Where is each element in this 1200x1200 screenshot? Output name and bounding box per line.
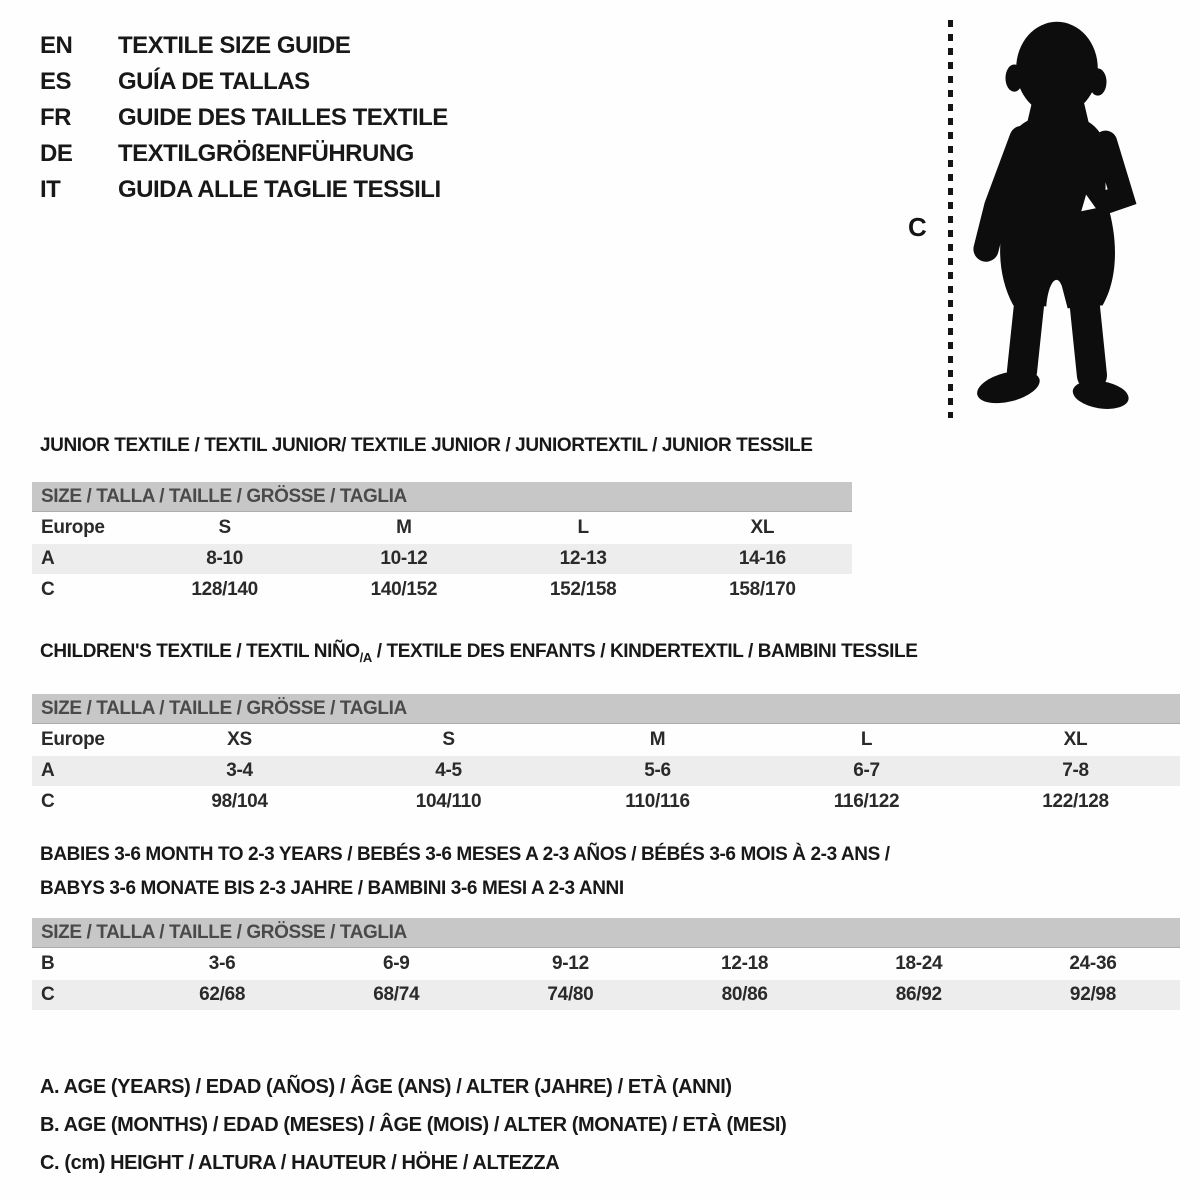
language-row [40,100,448,136]
table-cell: 8-10 [206,548,244,569]
row-label: C [41,579,55,600]
height-measure-dashed-line [948,20,953,418]
table-cell: XS [227,728,252,750]
table-cell: 68/74 [373,984,420,1005]
language-title: GUÍA DE TALLAS [118,68,310,95]
table-cell: M [649,728,666,750]
footnote-a: A. AGE (YEARS) / EDAD (AÑOS) / ÂGE (ANS) / ALTER (JAHRE) / ETÀ (ANNI) [40,1076,732,1098]
language-title: TEXTILE SIZE GUIDE [118,32,351,59]
table-cell: 152/158 [549,579,617,600]
section-junior-textile [32,434,852,605]
table-cell: 6-7 [853,759,880,781]
row-label: C [41,984,55,1005]
table-cell: 62/68 [199,984,246,1005]
language-row [40,64,448,100]
language-code: ES [40,68,72,95]
section-babies-textile [32,844,1180,1010]
table-row-height [32,980,1180,1010]
table-cell: 4-5 [435,759,462,781]
row-label: Europe [41,517,105,538]
table-cell: 140/152 [370,579,438,600]
table-row-age-months [32,949,1180,979]
table-cell: 128/140 [191,579,258,600]
language-row [40,28,448,64]
table-cell: 24-36 [1069,953,1117,974]
nino-a-subscript: /A [359,649,372,665]
language-row [40,136,448,172]
table-cell: XL [750,517,775,538]
table-cell: S [442,728,455,750]
table-cell: 92/98 [1069,984,1116,1005]
table-row-age [32,756,1180,786]
language-code: FR [40,104,71,131]
table-row-europe [32,513,852,543]
table-cell: 10-12 [380,548,428,569]
language-title: GUIDE DES TAILLES TEXTILE [118,104,448,131]
table-cell: 80/86 [721,984,768,1005]
row-label: A [41,759,55,781]
table-cell: 9-12 [552,953,589,974]
language-row [40,172,448,208]
table-cell: S [218,517,231,538]
table-cell: 104/110 [415,790,482,812]
section-title: JUNIOR TEXTILE / TEXTIL JUNIOR/ TEXTILE JUNIOR / JUNIORTEXTIL / JUNIOR TESSILE [40,435,813,456]
row-label: C [41,790,55,812]
row-label: A [41,548,55,569]
table-cell: 86/92 [895,984,942,1005]
table-cell: 158/170 [729,579,796,600]
row-label: B [41,953,55,974]
table-cell: 6-9 [382,953,410,974]
section-childrens-textile [32,640,1180,817]
table-cell: M [396,517,412,538]
table-row-height [32,787,1180,817]
table-cell: 12-13 [559,548,607,569]
language-title: TEXTILGRÖßENFÜHRUNG [118,140,414,167]
table-cell: 5-6 [644,759,671,781]
table-header-size: SIZE / TALLA / TAILLE / GRÖSSE / TAGLIA [32,918,1180,948]
row-label: Europe [41,728,105,750]
table-cell: 98/104 [211,790,268,812]
table-row-europe [32,725,1180,755]
table-cell: 3-6 [208,953,236,974]
section-title-line1: BABIES 3-6 MONTH TO 2-3 YEARS / BEBÉS 3-6 MESES A 2-3 AÑOS / BÉBÉS 3-6 MOIS À 2-3 ANS / [40,844,890,865]
language-code: DE [40,140,73,167]
footnote-c: C. (cm) HEIGHT / ALTURA / HAUTEUR / HÖHE / ALTEZZA [40,1152,560,1174]
footnote-legend [40,1068,786,1182]
table-row-height [32,575,852,605]
table-cell: 18-24 [895,953,943,974]
table-cell: 7-8 [1062,759,1089,781]
language-title-block [40,28,448,208]
table-cell: 14-16 [738,548,786,569]
table-cell: L [577,517,589,538]
table-cell: 74/80 [547,984,594,1005]
language-title: GUIDA ALLE TAGLIE TESSILI [118,176,441,203]
table-header-size: SIZE / TALLA / TAILLE / GRÖSSE / TAGLIA [32,482,852,512]
section-title-line2: BABYS 3-6 MONATE BIS 2-3 JAHRE / BAMBINI 3-6 MESI A 2-3 ANNI [40,878,624,899]
height-measure-label: C [908,212,927,242]
language-code: EN [40,32,73,59]
table-cell: 3-4 [226,759,253,781]
table-cell: 116/122 [833,790,900,812]
table-header-size: SIZE / TALLA / TAILLE / GRÖSSE / TAGLIA [32,694,1180,724]
baby-toddler-silhouette-icon [962,14,1150,422]
table-cell: L [860,728,873,750]
language-code: IT [40,176,61,203]
table-cell: 122/128 [1042,790,1109,812]
section-title [40,838,1180,906]
table-row-age [32,544,852,574]
table-cell: 12-18 [721,953,769,974]
footnote-b: B. AGE (MONTHS) / EDAD (MESES) / ÂGE (MOIS) / ALTER (MONATE) / ETÀ (MESI) [40,1114,787,1136]
table-cell: 110/116 [625,790,690,812]
section-title: CHILDREN'S TEXTILE / TEXTIL $NIÑO_{/A}$ / TEXTILE DES ENFANTS / KINDERTEXTIL / BAMBINI TESSILE [40,641,918,665]
table-cell: XL [1063,728,1088,750]
